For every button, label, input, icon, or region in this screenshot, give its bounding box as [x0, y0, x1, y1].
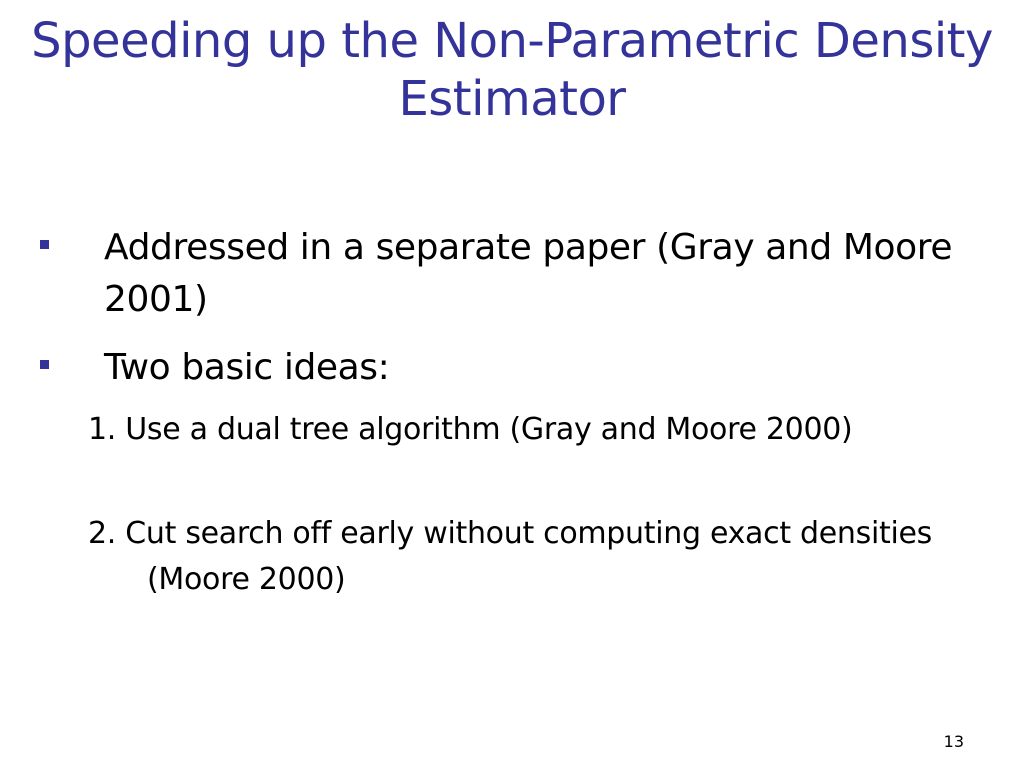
page-number: 13	[943, 732, 964, 751]
numbered-sub-item: 2. Cut search off early without computing exact densities (Moore 2000)	[88, 516, 932, 597]
square-bullet-icon	[40, 360, 49, 369]
slide-title: Speeding up the Non-Parametric Density Estimator	[31, 13, 993, 127]
bullet-text: Addressed in a separate paper (Gray and Moore 2001)	[104, 227, 953, 320]
bullet-text: Two basic ideas:	[104, 347, 390, 388]
numbered-sub-item: 1. Use a dual tree algorithm (Gray and Moore 2000)	[88, 412, 853, 447]
square-bullet-icon	[40, 240, 49, 249]
